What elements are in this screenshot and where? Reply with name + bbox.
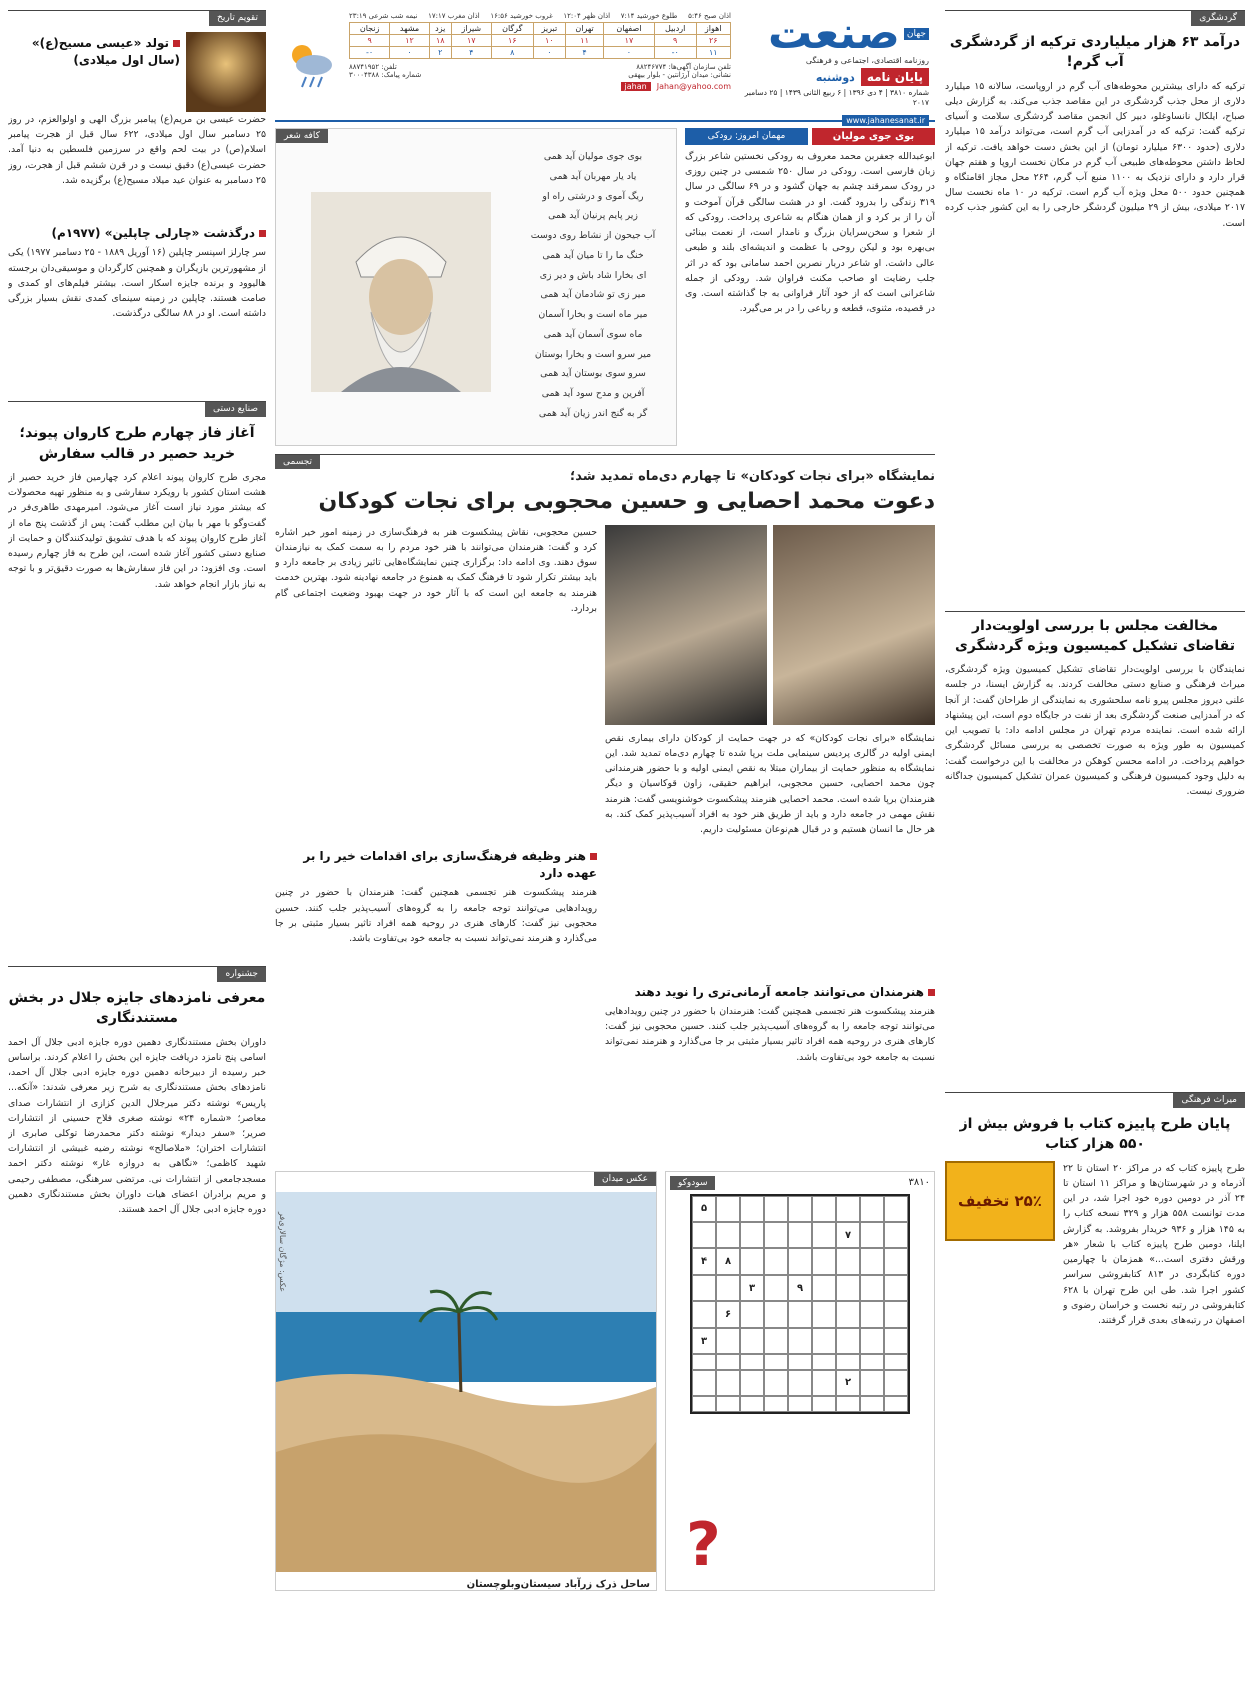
poem-line: آب جیحون از نشاط روی دوست	[530, 230, 656, 241]
contact-2: تلفن: ۸۸۷۴۱۹۵۲	[349, 63, 397, 71]
sudoku-cell[interactable]	[716, 1328, 740, 1354]
issue-number: شماره ۳۸۱۰	[890, 88, 929, 97]
sudoku-cell[interactable]	[836, 1328, 860, 1354]
news-body-1: نمایشگاه «برای نجات کودکان» که در جهت حمایت از کودکان دارای بیماری نقص ایمنی اولیه در گالری پردیس سینمایی ملت برپا شده تا چهارم دی‌ماه تمدید شد. این نمایشگاه به منظور حمایت از بیماران مبتلا به نقص ایمنی اولیه و با حضور هنرمندانی چون محمد احصایی، حسین محجوبی، ابراهیم حقیقی، زاون قوکاسیان و دیگر هنرمندان برپا شده است. محمد احصایی هنرمند پیشکسوت خوشنویسی گفت: هنرمند نقش مهمی در جامعه دارد و باید از طریق هنر خود به افراد آسیب‌پذیر کمک کند. به هر حال ما انسان هستیم و در قبال هم‌نوعان مسئولیت داریم.	[605, 732, 935, 835]
sudoku-cell[interactable]	[764, 1301, 788, 1327]
temp-max: ۲۶	[696, 35, 730, 47]
sudoku-cell[interactable]	[716, 1275, 740, 1301]
weather-block	[345, 10, 735, 120]
sudoku-cell[interactable]	[716, 1396, 740, 1411]
sudoku-cell[interactable]: ۳	[740, 1275, 764, 1301]
sudoku-cell[interactable]	[812, 1196, 836, 1222]
sudoku-cell[interactable]	[764, 1275, 788, 1301]
sudoku-cell[interactable]	[740, 1328, 764, 1354]
contact-3: نشانی: میدان آرژانتین - بلوار بیهقی	[628, 71, 731, 79]
temp-min: ۴	[451, 47, 491, 59]
sudoku-cell[interactable]	[860, 1275, 884, 1301]
nativity-painting	[186, 32, 266, 112]
city: یزد	[429, 23, 451, 35]
sudoku-cell[interactable]	[860, 1301, 884, 1327]
city: اهواز	[696, 23, 730, 35]
city: اردبیل	[654, 23, 696, 35]
sudoku-grid	[690, 1194, 910, 1414]
tourism-column	[945, 10, 1245, 1675]
news-kicker: نمایشگاه «برای نجات کودکان» تا چهارم دی‌ماه تمدید شد؛	[570, 469, 935, 484]
photo-caption: ساحل ذرک زرآباد سیستان‌وبلوچستان	[466, 1578, 650, 1590]
sudoku-cell[interactable]: ۸	[716, 1248, 740, 1274]
temp-max: ۱۷	[604, 35, 655, 47]
logo-block: جهان صنعت روزنامه اقتصادی، اجتماعی و فرهنگی پایان نامه دوشنبه شماره ۳۸۱۰ | ۴ دی ۱۳۹۶ | ۶ ربیع الثانی ۱۴۳۹ | ۲۵ دسامبر ۲۰۱۷ www.jahanesanat.ir	[735, 10, 935, 120]
book-sale-ad	[945, 1161, 1055, 1241]
poem-line: میر زی تو شادمان آید همی	[540, 289, 646, 301]
festival-body: داوران بخش مستندنگاری دهمین دوره جایزه ادبی جلال آل احمد اسامی پنج نامزد دریافت جایزه این بخش را اعلام کردند. براساس خبر رسیده از دبیرخانه دهمین دوره جایزه ادبی جلال آل احمد، نامزدهای بخش مستندنگاری به شرح زیر معرفی شدند: «آنکه... پاریس» نوشته دکتر میرجلال الدین کزازی از انتشارات صدای معاصر؛ «شماره ۲۴» نوشته صغری فلاح حسینی از انتشارات صریر؛ «سفر دیدار» نوشته دکتر محمدرضا توکلی صابری از انتشارات اختران؛ «ملاصالح» نوشته رضیه غبیشی از انتشارات شهید کاظمی؛ «نگاهی به دروازه غار» نوشته دکتر احمد مسجدجامعی از انتشارات نی. مرتضی سرهنگی، مصطفی رحیمی و مریم برادران اعضای هیات داوران بخش مستندنگاری دهمین دوره جایزه ادبی جلال آل احمد هستند.	[8, 1036, 266, 1216]
sudoku-cell[interactable]	[836, 1354, 860, 1369]
poem-line: میر ماه است و بخارا آسمان	[538, 309, 648, 320]
portrait-image	[311, 192, 491, 392]
cafe-tag: کافه شعر	[276, 129, 328, 143]
puzzle-number: ۳۸۱۰	[908, 1177, 930, 1189]
poem-line: آفرین و مدح سود آید همی	[541, 388, 645, 399]
temp-min: ۰-	[350, 47, 390, 59]
photo-tag: عکس میدان	[594, 1172, 656, 1186]
temp-max: ۱۸	[429, 35, 451, 47]
sudoku-cell[interactable]	[740, 1196, 764, 1222]
prayer-time-2: طلوع خورشید ۷:۱۴	[620, 12, 678, 20]
photo-box	[275, 1171, 657, 1591]
sudoku-cell[interactable]	[740, 1396, 764, 1411]
temp-min: ۱۱	[696, 47, 730, 59]
poem-line: بوی جوی مولیان آید همی	[543, 151, 643, 162]
guest-tag: مهمان امروز: رودکی	[685, 128, 808, 145]
history-title-1	[8, 35, 180, 109]
sudoku-cell[interactable]	[692, 1396, 716, 1411]
date-en: ۲۵ دسامبر ۲۰۱۷	[744, 88, 929, 107]
photo-credit: عکس: مژگان سالاری‌فر	[278, 1211, 287, 1292]
section-tag-festival: جشنواره	[217, 967, 266, 982]
article-body-turkey: ترکیه که دارای بیشترین محوطه‌های آب گرم در اروپاست، سالانه ۱۵ میلیارد دلاری از محل جذب گردشگری در این مقاصد جذب می‌کند. به گزارش دیلی صباح، ایلکال نانساوغلو، دبیر کل انجمن مقاصد گردشگری سلامت و آسیای ترکیه گفت: ترکیه که در آمدزایی آب گرم است، می‌تواند درآمد ۱۵ میلیارد دلاری (حدود ۶۳۰۰ میلیارد تومان) از این بخش دست خواهد یافت. ترکیه از لحاظ داشتن محوطه‌های طبیعی آب گرم در مکان نخست اروپا و هفتم جهان قرار دارد و دارای نزدیک به ۱۱۰۰ منبع آب گرم، ۲۶۴ محل مجاز اقامتگاه و همچنین حدود ۵۰۰ محل ویژه آب گرم است. ترکیه در ۱۰ ماه نخست سال ۲۰۱۷ میلادی، بیش از ۲۹ میلیون گردشگر خارجی را به این کشور جذب کرده است.	[945, 80, 1245, 229]
temp-max: ۱۰	[533, 35, 566, 47]
temp-min: ۰-	[654, 47, 696, 59]
photo-ehsaei	[773, 525, 935, 725]
sudoku-cell[interactable]	[884, 1354, 908, 1369]
history-title-2-text: درگذشت «چارلی چاپلین» (۱۹۷۷م)	[51, 226, 255, 240]
history-body-2: سر چارلز اسپنسر چاپلین (۱۶ آوریل ۱۸۸۹ - ۲۵ دسامبر ۱۹۷۷) یکی از مشهورترین بازیگران و همچنین کارگردان و موسیقی‌دان برجسته هالیوود و برنده جایزه اسکار است. بیشتر فیلم‌های او کمدی و صامت هستند. چاپلین در زمینه سینمای کمدی نقش بسیار بزرگی داشته است. او در ۸۸ سالگی درگذشت.	[8, 247, 266, 320]
masthead	[275, 10, 935, 125]
sudoku-cell[interactable]	[788, 1396, 812, 1411]
poem-line: ای بخارا شاد باش و دیر زی	[539, 269, 647, 281]
sudoku-cell[interactable]	[884, 1248, 908, 1274]
date-fa: ۴ دی ۱۳۹۶	[848, 88, 883, 97]
city: شیراز	[451, 23, 491, 35]
logo-badge: جهان	[904, 28, 929, 40]
sudoku-cell[interactable]	[812, 1370, 836, 1396]
poem	[518, 147, 668, 437]
question-mark-icon: ?	[686, 1509, 721, 1580]
sudoku-cell[interactable]	[860, 1248, 884, 1274]
book-sale-ad-text: ۲۵٪ تخفیف	[958, 1191, 1042, 1210]
section-tag-history: تقویم تاریخ	[209, 11, 266, 26]
article-title-book: پایان طرح پاییزه کتاب با فروش بیش از ۵۵۰ هزار کتاب	[959, 1116, 1231, 1153]
sudoku-cell[interactable]	[716, 1354, 740, 1369]
desert-beach-photo	[276, 1192, 656, 1572]
temp-min: ۰	[390, 47, 430, 59]
poem-line: گر به گنج اندر زیان آید همی	[538, 407, 648, 419]
news-headline: دعوت محمد احصایی و حسین محجوبی برای نجات کودکان	[318, 489, 935, 514]
news-subhead-2	[275, 848, 597, 883]
sudoku-cell[interactable]	[812, 1248, 836, 1274]
sudoku-cell[interactable]	[740, 1301, 764, 1327]
date-ar: ۶ ربیع الثانی ۱۴۳۹	[784, 88, 842, 97]
sudoku-cell[interactable]	[812, 1328, 836, 1354]
city: تبریز	[533, 23, 566, 35]
sudoku-cell[interactable]	[764, 1396, 788, 1411]
city: تهران	[566, 23, 604, 35]
website-link[interactable]: www.jahanesanat.ir	[842, 115, 929, 126]
sudoku-tag: سودوکو	[670, 1176, 715, 1190]
sudoku-cell[interactable]	[812, 1396, 836, 1411]
history-body-1: حضرت عیسی بن مریم(ع) پیامبر بزرگ الهی و اولوالعزم، در روز ۲۵ دسامبر سال اول میلادی، ۶۲۲ سال قبل از هجرت پیامبر اسلام(ص) در بیت لحم واقع در سرزمین فلسطین به دنیا آمد. حضرت عیسی(ع) دقیق نیست و در قرن ششم قبل از هجرت، روز ۲۵ دسامبر به عنوان عید میلاد مسیح(ع) برگزیده شد.	[8, 114, 266, 186]
sudoku-cell[interactable]	[812, 1222, 836, 1248]
poet-tag: بوی جوی مولیان	[812, 128, 935, 145]
sudoku-cell[interactable]	[692, 1275, 716, 1301]
section-tag-art: تجسمی	[275, 455, 320, 469]
sudoku-cell[interactable]	[692, 1301, 716, 1327]
tagline: روزنامه اقتصادی، اجتماعی و فرهنگی	[805, 56, 929, 65]
temp-min: ۰	[604, 47, 655, 59]
weather-table	[349, 22, 731, 59]
sudoku-cell[interactable]	[884, 1275, 908, 1301]
contact-4: شماره پیامک: ۳۰۰۰۴۳۸۸	[349, 71, 422, 79]
prayer-time-5: اذان مغرب ۱۷:۱۷	[428, 12, 480, 20]
prayer-time-4: غروب خورشید ۱۶:۵۶	[490, 12, 553, 20]
temp-max: ۹	[654, 35, 696, 47]
crafts-title: آغاز فاز چهارم طرح کاروان پیوند؛ خرید حصیر در قالب سفارش	[19, 425, 255, 462]
sudoku-cell[interactable]	[836, 1396, 860, 1411]
article-body-book: طرح پاییزه کتاب که در مراکز ۲۰ استان تا ۲۲ آذرماه و در شهرستان‌ها و مراکز ۱۱ استان تا ۲۴ آذر در دومین دوره خود اجرا شد، در این مدت توانست ۵۵۸ هزار و ۳۲۹ نسخه کتاب را به ۱۴۵ هزار و ۹۳۶ خریدار بفروشد. به گزارش ایلنا، دومین طرح پاییزه کتاب با شعار «هر ورقش دفتری است...» همزمان با چهارمین دوره کتابگردی در ۸۱۳ کتابفروشی سراسر کشور اجرا شد. طی این طرح تهران با ۶۲۸ کتابفروشی در رتبه نخست و خراسان رضوی و اصفهان در رتبه‌های بعدی قرار گرفتند.	[1063, 1162, 1245, 1327]
sudoku-cell[interactable]	[860, 1354, 884, 1369]
sudoku-cell[interactable]	[836, 1275, 860, 1301]
sudoku-cell[interactable]	[740, 1248, 764, 1274]
sudoku-cell[interactable]	[740, 1222, 764, 1248]
sudoku-cell[interactable]	[836, 1196, 860, 1222]
sudoku-cell[interactable]	[692, 1354, 716, 1369]
section-tag-crafts: صنایع دستی	[205, 402, 266, 417]
main-column	[275, 10, 935, 1675]
sudoku-cell[interactable]	[812, 1275, 836, 1301]
sudoku-cell[interactable]	[788, 1248, 812, 1274]
day-label: دوشنبه	[815, 70, 855, 84]
sudoku-cell[interactable]	[692, 1370, 716, 1396]
city: مشهد	[390, 23, 430, 35]
sudoku-cell[interactable]	[788, 1196, 812, 1222]
contact-1: تلفن سازمان آگهی‌ها: ۸۸۲۴۶۷۷۴	[636, 63, 731, 71]
sudoku-cell[interactable]	[764, 1222, 788, 1248]
sudoku-cell[interactable]	[836, 1301, 860, 1327]
sudoku-cell[interactable]	[884, 1222, 908, 1248]
temp-max: ۱۲	[390, 35, 430, 47]
news-subhead-1	[605, 984, 935, 1001]
city: گرگان	[491, 23, 533, 35]
sudoku-cell[interactable]	[764, 1196, 788, 1222]
section-tag-tourism: گردشگری	[1191, 11, 1245, 26]
history-title-1-text: تولد «عیسی مسیح(ع)» (سال اول میلادی)	[31, 36, 180, 68]
crafts-body: مجری طرح کاروان پیوند اعلام کرد چهارمین فاز خرید حصیر از هشت استان کشور با رویکرد سفارشی و به منظور تهیه محصولات که بیشتر مورد نیاز است آغاز می‌شود. امیرمهدی طاهری‌فر در گفت‌وگو با مهر با بیان این مطلب گفت: پس از گذشت پنج ماه از آغاز طرح کاروان پیوند که با هدف تشویق تولیدکنندگان و حمایت از صنایع دستی کشور آغاز شده است، این طرح به فاز چهارم رسیده است. وی افزود: در این فاز سفارش‌ها به صورت دقیق‌تر و با توجه به نیاز بازار انجام خواهد شد.	[8, 471, 266, 590]
poem-line: سرو سوی بوستان آید همی	[540, 368, 646, 380]
sudoku-cell[interactable]	[716, 1222, 740, 1248]
temp-max: ۹	[350, 35, 390, 47]
sudoku-cell[interactable]: ۴	[692, 1248, 716, 1274]
poet-bio: ابوعبدالله جعفربن محمد معروف به رودکی نخستین شاعر بزرگ زبان فارسی است. رودکی در سال ۲۵۰ شمسی در چنین روزی در رودک سمرقند چشم به جهان گشود و در ۶۹ سالگی در سال ۳۱۹ زندگی را بدرود گفت. او در هشت سالگی قرآن آموخت و آن را از بر کرد و از همان هنگام به شاعری پرداخت. رودکی که از شعرا و سخن‌سرایان بزرگ و نامدار است، از نعمت بینائی بی‌بهره بود و لیکن روحی با عظمت و اندیشه‌ای بلند و طبعی عالی داشت. او شاعر دربار نصربن احمد سامانی بود که در اثر جلب رضایت او صاحب مکنت فراوان شد. رودکی از جمله شاعرانی است که از خود آثار فراوانی به جا گذاشته است. وی در قصیده، مثنوی، قطعه و رباعی را در بر می‌گیرد.	[685, 151, 935, 315]
section-tag-heritage: میراث فرهنگی	[1173, 1093, 1245, 1108]
website-link-2[interactable]: jahan	[621, 82, 651, 91]
sudoku-cell[interactable]	[788, 1301, 812, 1327]
sudoku-cell[interactable]	[788, 1328, 812, 1354]
sudoku-cell[interactable]	[788, 1370, 812, 1396]
city: اصفهان	[604, 23, 655, 35]
city: زنجان	[350, 23, 390, 35]
sudoku-cell[interactable]	[860, 1396, 884, 1411]
article-title-parliament: مخالفت مجلس با بررسی اولویت‌دار تقاضای تشکیل کمیسیون ویژه گردشگری	[955, 617, 1235, 654]
sudoku-cell[interactable]: ۳	[692, 1328, 716, 1354]
sudoku-cell[interactable]	[716, 1370, 740, 1396]
news-body-4: هنرمند پیشکسوت هنر تجسمی همچنین گفت: هنرمندان با حضور در چنین رویدادهایی می‌توانند توجه جامعه را به گروه‌های آسیب‌پذیر جلب کنند. حسین محجوبی نیز گفت: کارهای هنری در روحیه همه افراد تاثیر بسیار مثبتی بر جا می‌گذارد و هنرمند نمی‌تواند نسبت به جامعه خود بی‌تفاوت باشد.	[275, 887, 597, 945]
sudoku-cell[interactable]: ۹	[788, 1275, 812, 1301]
sudoku-cell[interactable]	[692, 1222, 716, 1248]
news-body-2: هنرمند پیشکسوت هنر تجسمی همچنین گفت: هنرمندان با حضور در چنین رویدادهایی می‌توانند توجه جامعه را به گروه‌های آسیب‌پذیر جلب کنند. حسین محجوبی نیز گفت: کارهای هنری در روحیه همه افراد تاثیر بسیار مثبتی بر جا می‌گذارد و هنرمند نمی‌تواند نسبت به جامعه خود بی‌تفاوت باشد.	[605, 1005, 935, 1063]
sudoku-cell[interactable]: ۷	[836, 1222, 860, 1248]
sudoku-cell[interactable]	[788, 1354, 812, 1369]
sudoku-cell[interactable]	[884, 1328, 908, 1354]
sudoku-cell[interactable]	[860, 1222, 884, 1248]
email-link[interactable]: Jahan@yahoo.com	[656, 82, 731, 91]
poem-line: خنگ ما را تا میان آید همی	[542, 249, 644, 261]
temp-max: ۱۶	[491, 35, 533, 47]
sudoku-cell[interactable]	[884, 1370, 908, 1396]
poem-line: یاد یار مهربان آید همی	[549, 170, 637, 182]
sudoku-cell[interactable]	[836, 1248, 860, 1274]
history-column	[8, 10, 266, 1675]
temp-max: ۱۱	[566, 35, 604, 47]
sudoku-cell[interactable]	[860, 1196, 884, 1222]
temp-max: ۱۷	[451, 35, 491, 47]
sudoku-box	[665, 1171, 935, 1591]
weather-icon	[275, 10, 345, 120]
news-subhead-1-text: هنرمندان می‌توانند جامعه آرمانی‌تری را نوید دهند	[634, 984, 924, 999]
logo: صنعت	[768, 10, 900, 59]
sudoku-cell[interactable]	[716, 1196, 740, 1222]
photo-mahjoubi	[605, 525, 767, 725]
sudoku-cell[interactable]	[788, 1222, 812, 1248]
sudoku-cell[interactable]	[860, 1328, 884, 1354]
temp-min: ۴	[566, 47, 604, 59]
prayer-time-1: اذان صبح ۵:۴۶	[688, 12, 731, 20]
sudoku-cell[interactable]	[860, 1370, 884, 1396]
prayer-time-3: اذان ظهر ۱۲:۰۴	[563, 12, 611, 20]
temp-min: ۰	[533, 47, 566, 59]
festival-title: معرفی نامزدهای جایزه جلال در بخش مستندنگاری	[8, 989, 266, 1027]
sudoku-cell[interactable]	[764, 1354, 788, 1369]
news-body-3: حسین محجوبی، نقاش پیشکسوت هنر به فرهنگ‌سازی در زمینه امور خیر اشاره کرد و گفت: هنرمندان می‌توانند با هنر خود مردم را به سمت کمک به نیازمندان سوق دهند. وی ادامه داد: برگزاری چنین نمایشگاه‌هایی تاثیر زیادی بر جامعه دارد و باید بیشتر تکرار شود تا فرهنگ کمک به همنوع در جامعه نهادینه شود. بهترین خدمت هنرمند به جامعه این است که با آثار خود در جهت بهبود وضعیت اجتماعی گام بردارد.	[275, 526, 597, 614]
temp-min: ۸	[491, 47, 533, 59]
poetry-section	[275, 128, 935, 446]
poem-line: ماه سوی آسمان آید همی	[543, 328, 643, 340]
poem-line: ریگ آموی و درشتی راه او	[542, 190, 644, 202]
edition-badge: پایان نامه	[861, 68, 929, 86]
sudoku-cell[interactable]	[884, 1196, 908, 1222]
temp-min: ۲	[429, 47, 451, 59]
sudoku-cell[interactable]: ۵	[692, 1196, 716, 1222]
sudoku-cell[interactable]	[812, 1301, 836, 1327]
prayer-time-6: نیمه شب شرعی ۲۳:۱۹	[349, 12, 418, 20]
rudaki-portrait	[284, 147, 518, 437]
sudoku-cell[interactable]	[764, 1328, 788, 1354]
sudoku-cell[interactable]: ۶	[716, 1301, 740, 1327]
sudoku-cell[interactable]	[740, 1370, 764, 1396]
history-title-2	[8, 225, 266, 242]
news-subhead-2-text: هنر وظیفه فرهنگ‌سازی برای اقدامات خیر را بر عهده دارد	[303, 848, 597, 880]
poem-line: زیر پایم پرنیان آید همی	[548, 210, 638, 222]
poem-line: میر سرو است و بخارا بوستان	[534, 348, 652, 360]
sudoku-cell[interactable]	[764, 1248, 788, 1274]
sudoku-cell[interactable]	[764, 1370, 788, 1396]
sudoku-cell[interactable]	[884, 1396, 908, 1411]
article-body-parliament: نمایندگان با بررسی اولویت‌دار تقاضای تشکیل کمیسیون ویژه گردشگری، میراث فرهنگی و صنایع دستی مخالفت کردند. به گزارش ایسنا، در جلسه علنی دیروز مجلس پیرو نامه سلحشوری به نمایندگی از طراحان گفت: از آنجا که در آمدزایی صنعت گردشگری بعد از نفت در جایگاه دوم است، این پیشنهاد ارائه شده است. نماینده مردم تهران در مجلس ادامه داد: با تصویب این کمیسیون به طور ویژه به صورت تخصصی به بررسی مسائل گردشگری خواهیم پرداخت. در ادامه محسن کوهکن در مخالفت با این درخواست گفت: به دلیل وجود کمیسیون فرهنگی و کمیسیون عمران تشکیل کمیسیون جداگانه ضروری نیست.	[945, 664, 1245, 798]
sudoku-cell[interactable]	[884, 1301, 908, 1327]
article-title-turkey: درآمد ۶۳ هزار میلیاردی ترکیه از گردشگری آب گرم!	[949, 34, 1241, 71]
sudoku-cell[interactable]	[812, 1354, 836, 1369]
sudoku-cell[interactable]: ۲	[836, 1370, 860, 1396]
sudoku-cell[interactable]	[740, 1354, 764, 1369]
